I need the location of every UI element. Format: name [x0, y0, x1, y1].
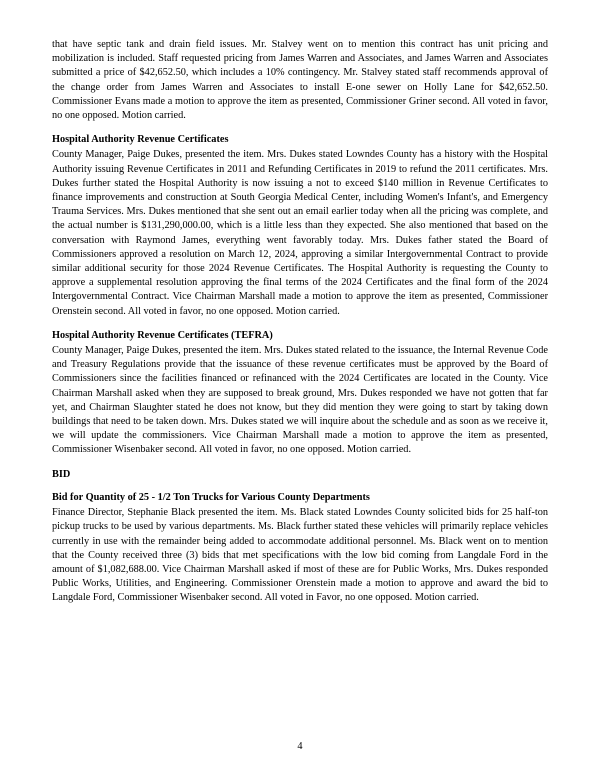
hospital-authority-revenue-certificates-tefra-body: County Manager, Paige Dukes, presented the item. Mrs. Dukes stated related to the issuance, the Internal Revenue Code and Treasury Regulations provide that the issuance of these revenue certificates must be approved by the Board of Commissioners since the facilities financed or refinanced with the 2024 Certificates are located in the County. Vice Chairman Marshall asked when they are supposed to break ground, Mrs. Dukes responded we have not gotten that far yet, and Chairman Slaughter stated he does not know, but they did mention they were going to start by taking down buildings that need to be taken down. Mrs. Dukes stated we will inquire about the schedule and as soon as we receive it, we will update the commissioners. Vice Chairman Marshall made a motion to approve the item as presented, Commissioner Wisenbaker second. All voted in favor, no one opposed. Motion carried.	[52, 345, 548, 456]
bid-quantity-25-half-ton-trucks	[52, 491, 548, 606]
hospital-authority-revenue-certificates-body: County Manager, Paige Dukes, presented the item. Mrs. Dukes stated Lowndes County has a history with the Hospital Authority issuing Revenue Certificates in 2011 and Refunding Certificates in 2019 to refund the 2011 certificates. Mrs. Dukes further stated the Hospital Authority is now issuing a not to exceed $140 million in Revenue Certificates to finance improvements and construction at South Georgia Medical Center, including Women's Infant's, and Emergency Trauma Services. Mrs. Dukes mentioned that she sent out an email earlier today when all the pricing was complete, and the actual number is $131,290,000.00, which is a little less than they expected. She also mentioned that based on the conversation with Raymond James, everything went favorably today. Mrs. Dukes father stated the Board of Commissioners approved a resolution on March 12, 2024, approving a similar Intergovernmental Contract to provide similar additional security for those 2024 Revenue Certificates. The Hospital Authority is requesting the County to approve a supplemental resolution approving the final terms of the 2024 Certificates and the final form of the 2024 Intergovernmental Contract. Vice Chairman Marshall made a motion to approve the item as presented, Commissioner Orenstein second. All voted in favor, no one opposed. Motion carried.	[52, 149, 548, 317]
hospital-authority-revenue-certificates-tefra-heading: Hospital Authority Revenue Certificates (TEFRA)	[52, 329, 273, 341]
bid-quantity-25-half-ton-trucks-body: Finance Director, Stephanie Black presented the item. Ms. Black stated Lowndes County solicited bids for 25 half-ton pickup trucks to be used by various departments. Ms. Black further stated these vehicles will primarily replace vehicles currently in use with the remainder being added to accommodate additional personnel. Ms. Black went on to mention that the County received three (3) bids that met specifications with the low bid coming from Langdale Ford in the amount of $1,082,688.00. Vice Chairman Marshall asked if most of these are for Public Works, Mrs. Dukes responded Public Works, Utilities, and Engineering. Commissioner Orenstein made a motion to approve and award the bid to Langdale Ford, Commissioner Wisenbaker second. All voted in Favor, no one opposed. Motion carried.	[52, 507, 548, 604]
hospital-authority-revenue-certificates-heading: Hospital Authority Revenue Certificates	[52, 134, 229, 146]
page-number: 4	[297, 741, 303, 752]
hospital-authority-revenue-certificates-tefra	[52, 329, 548, 458]
bid-quantity-25-half-ton-trucks-heading: Bid for Quantity of 25 - 1/2 Ton Trucks for Various County Departments	[52, 491, 370, 503]
intro-paragraph: that have septic tank and drain field issues. Mr. Stalvey went on to mention this contract has unit pricing and mobilization is included. Staff requested pricing from James Warren and Associates, and James Warren and Associates submitted a price of $42,652.50, which includes a 10% contingency. Mr. Stalvey stated staff recommends approval of the change order from James Warren and Associates to install E-one sewer on Holly Lane for $42,652.50. Commissioner Evans made a motion to approve the item as presented, Commissioner Griner second. All voted in favor, no one opposed. Motion carried.	[52, 39, 548, 122]
bid-section-label: BID	[52, 468, 71, 480]
hospital-authority-revenue-certificates	[52, 133, 548, 319]
